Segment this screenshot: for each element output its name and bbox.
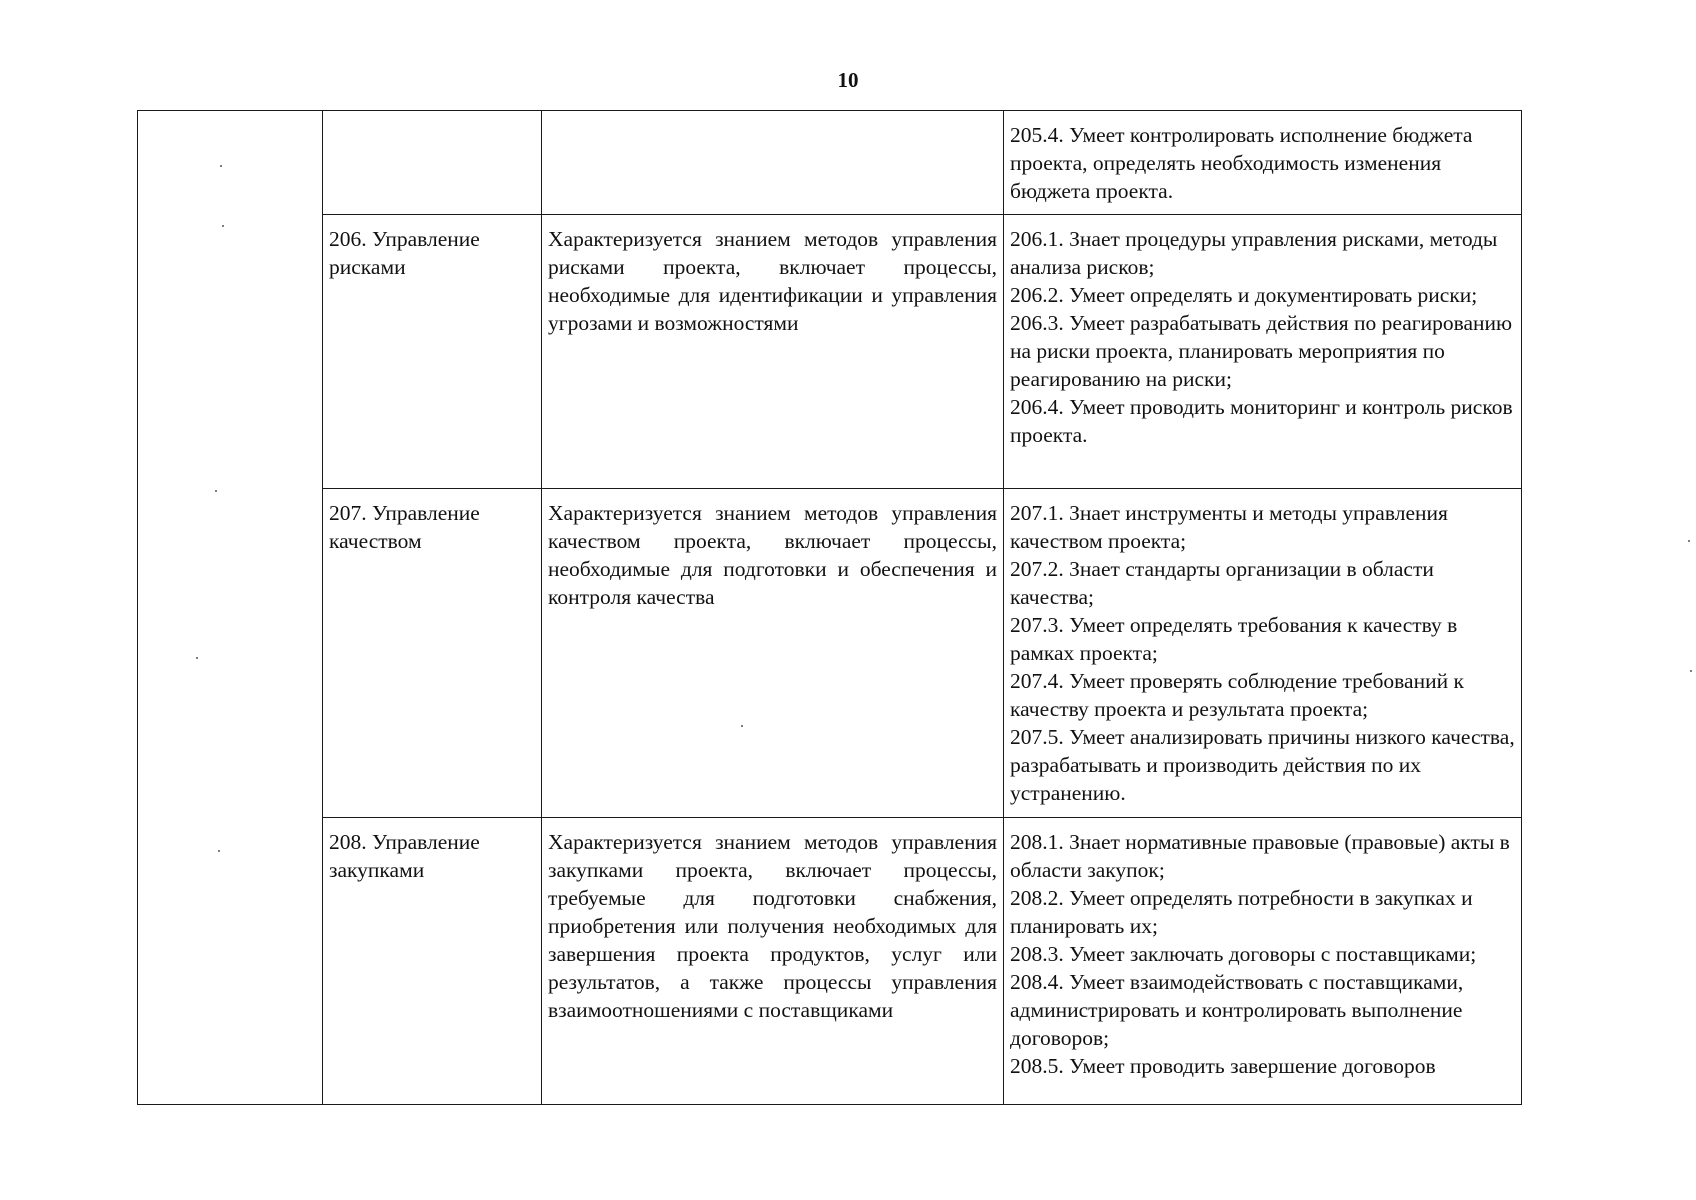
empty-left-column-cell (138, 111, 323, 1105)
table-row (138, 215, 1522, 489)
scan-speck (218, 850, 220, 852)
skill-item: 206.1. Знает процедуры управления рисками, методы анализа рисков; (1010, 227, 1498, 279)
skill-item: 206.4. Умеет проводить мониторинг и контроль рисков проекта. (1010, 395, 1513, 447)
scan-speck (741, 725, 743, 727)
scan-speck (196, 657, 198, 659)
skill-item: 207.3. Умеет определять требования к качеству в рамках проекта; (1010, 613, 1458, 665)
competency-description-cell: Характеризуется знанием методов управления качеством проекта, включает процессы, необходимые для подготовки и обеспечения и контроля качества (542, 489, 1004, 818)
skill-item: 208.1. Знает нормативные правовые (правовые) акты в области закупок; (1010, 830, 1510, 882)
table-row (138, 818, 1522, 1105)
skill-item: 207.2. Знает стандарты организации в области качества; (1010, 557, 1434, 609)
competency-name-cell: 208. Управление закупками (323, 818, 542, 1105)
table-row (138, 489, 1522, 818)
skill-item: 207.1. Знает инструменты и методы управления качеством проекта; (1010, 501, 1448, 553)
competency-description-cell: Характеризуется знанием методов управления закупками проекта, включает процессы, требуемые для подготовки снабжения, приобретения или получения необходимых для завершения проекта продуктов, услуг или результатов, а также процессы управления взаимоотношениями с поставщиками (542, 818, 1004, 1105)
competency-skills-cell (1004, 818, 1522, 1105)
scan-speck (222, 225, 224, 227)
skill-item: 206.3. Умеет разрабатывать действия по реагированию на риски проекта, планировать мероприятия по реагированию на риски; (1010, 311, 1513, 391)
skill-item: 208.2. Умеет определять потребности в закупках и планировать их; (1010, 886, 1473, 938)
skill-item: 208.4. Умеет взаимодействовать с поставщиками, администрировать и контролировать выполнение договоров; (1010, 970, 1464, 1050)
competency-skills-cell (1004, 111, 1522, 215)
scan-speck (215, 490, 217, 492)
scan-speck (220, 165, 222, 167)
table-row (138, 111, 1522, 215)
competency-name-cell: 207. Управление качеством (323, 489, 542, 818)
competency-description-cell: Характеризуется знанием методов управления рисками проекта, включает процессы, необходимые для идентификации и управления угрозами и возможностями (542, 215, 1004, 489)
skill-item: 206.2. Умеет определять и документировать риски; (1010, 283, 1478, 307)
competency-name-cell: 206. Управление рисками (323, 215, 542, 489)
competency-table (137, 110, 1522, 1105)
skill-item: 208.3. Умеет заключать договоры с поставщиками; (1010, 942, 1477, 966)
skill-item: 208.5. Умеет проводить завершение договоров (1010, 1054, 1436, 1078)
competency-description-cell (542, 111, 1004, 215)
competency-name-cell (323, 111, 542, 215)
competency-skills-cell (1004, 215, 1522, 489)
skill-item: 207.4. Умеет проверять соблюдение требований к качеству проекта и результата проекта; (1010, 669, 1464, 721)
scan-speck (1688, 540, 1690, 542)
skill-item: 207.5. Умеет анализировать причины низкого качества, разрабатывать и производить действия по их устранению. (1010, 725, 1515, 805)
skill-item: 205.4. Умеет контролировать исполнение бюджета проекта, определять необходимость изменения бюджета проекта. (1010, 123, 1473, 203)
page-number: 10 (837, 68, 859, 92)
competency-skills-cell (1004, 489, 1522, 818)
scan-speck (1690, 670, 1692, 672)
